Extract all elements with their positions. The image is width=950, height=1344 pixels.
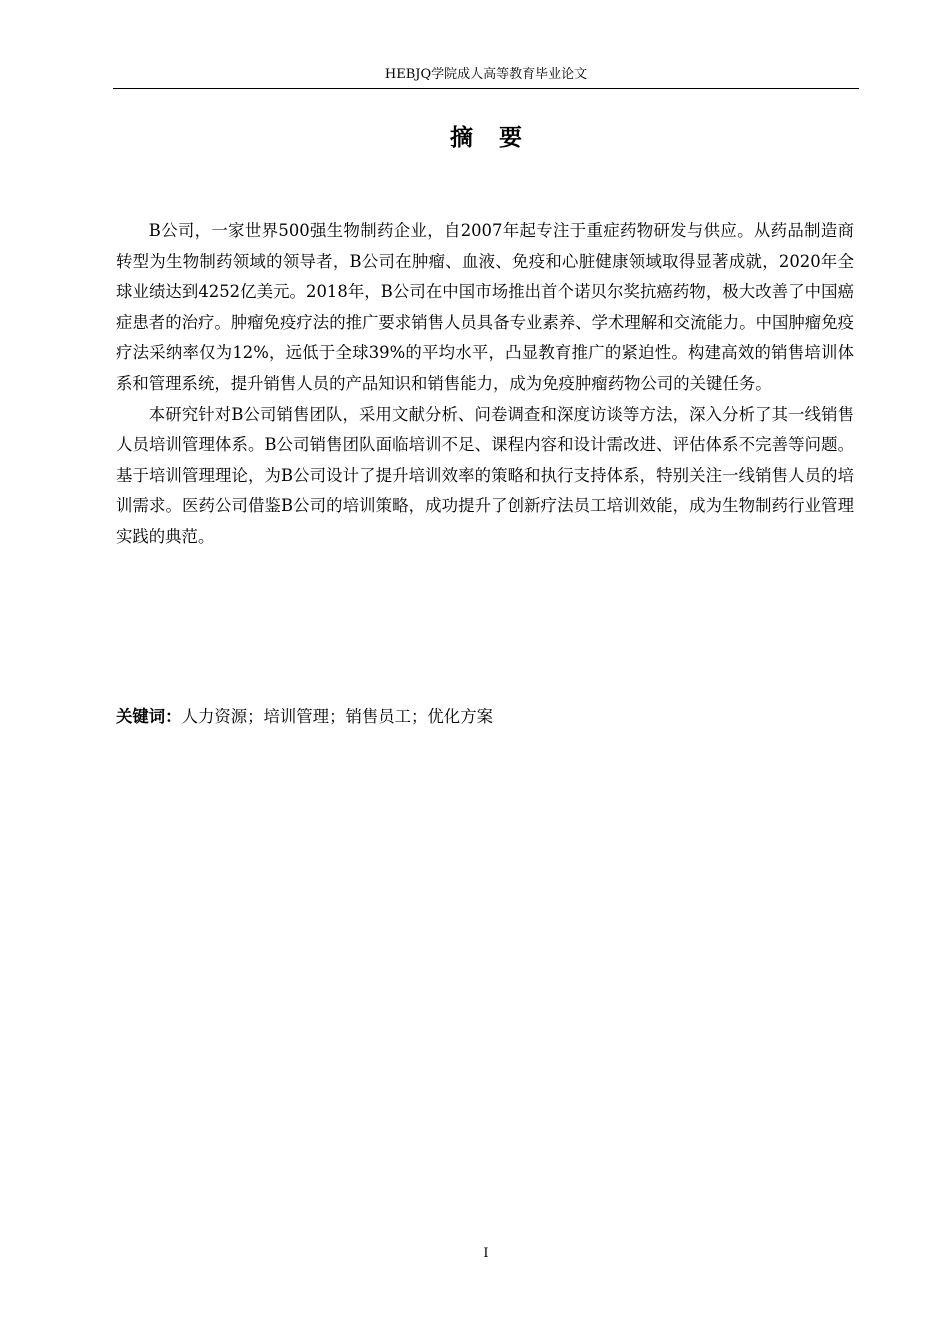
keywords-line: [116, 702, 854, 732]
running-header: [113, 64, 859, 89]
abstract-body: [116, 216, 854, 553]
abstract-title: 摘要: [450, 125, 548, 151]
abstract-paragraph-2: 本研究针对B公司销售团队，采用文献分析、问卷调查和深度访谈等方法，深入分析了其一线销售人员培训管理体系。B公司销售团队面临培训不足、课程内容和设计需改进、评估体系不完善等问题。基于培训管理理论，为B公司设计了提升培训效率的策略和执行支持体系，特别关注一线销售人员的培训需求。医药公司借鉴B公司的培训策略，成功提升了创新疗法员工培训效能，成为生物制药行业管理实践的典范。: [116, 404, 854, 546]
page-number: I: [483, 1246, 489, 1261]
running-header-title: HEBJQ学院成人高等教育毕业论文: [384, 67, 588, 82]
keywords-text: 人力资源；培训管理；销售员工；优化方案: [181, 707, 493, 726]
keywords-label: 关键词：: [116, 707, 182, 726]
abstract-paragraph-1: B公司，一家世界500强生物制药企业，自2007年起专注于重症药物研发与供应。从药品制造商转型为生物制药领域的领导者，B公司在肿瘤、血液、免疫和心脏健康领域取得显著成就，2020年全球业绩达到4252亿美元。2018年，B公司在中国市场推出首个诺贝尔奖抗癌药物，极大改善了中国癌症患者的治疗。肿瘤免疫疗法的推广要求销售人员具备专业素养、学术理解和交流能力。中国肿瘤免疫疗法采纳率仅为12%，远低于全球39%的平均水平，凸显教育推广的紧迫性。构建高效的销售培训体系和管理系统，提升销售人员的产品知识和销售能力，成为免疫肿瘤药物公司的关键任务。: [116, 221, 854, 393]
